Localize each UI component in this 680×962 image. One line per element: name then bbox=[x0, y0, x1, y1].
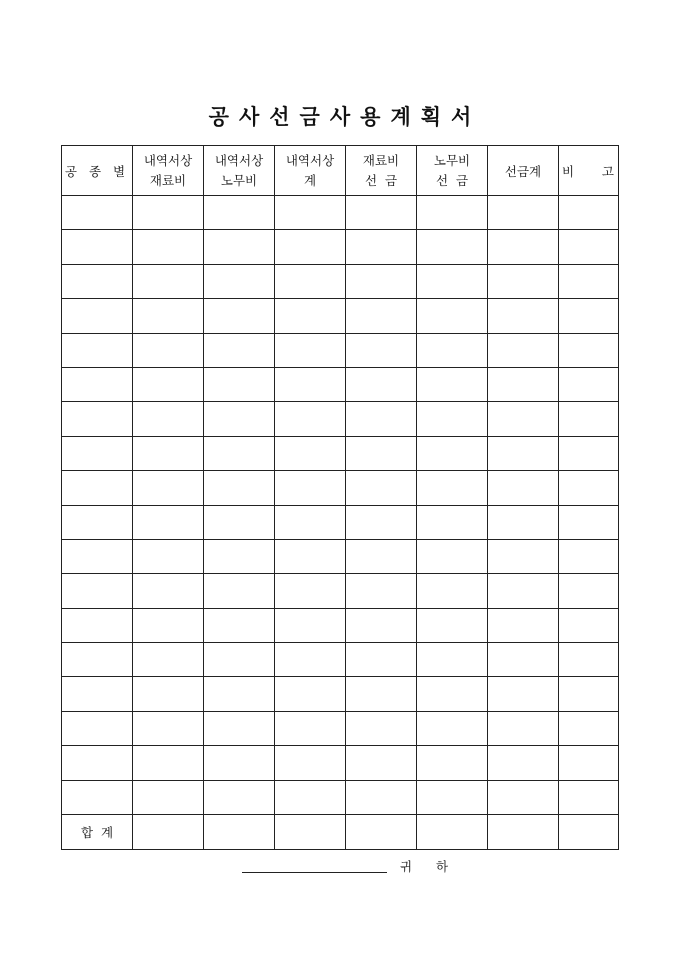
total-row bbox=[62, 815, 619, 850]
table-cell[interactable] bbox=[62, 643, 133, 677]
table-cell[interactable] bbox=[133, 196, 204, 230]
table-cell[interactable] bbox=[559, 333, 619, 367]
title-char: 금 bbox=[299, 104, 320, 129]
table-cell[interactable] bbox=[488, 471, 559, 505]
table-cell[interactable] bbox=[62, 608, 133, 642]
table-cell[interactable] bbox=[488, 367, 559, 401]
table-row bbox=[62, 746, 619, 780]
total-cell[interactable] bbox=[417, 815, 488, 850]
table-cell[interactable] bbox=[417, 436, 488, 470]
table-cell[interactable] bbox=[346, 780, 417, 814]
table-cell[interactable] bbox=[417, 402, 488, 436]
table-cell[interactable] bbox=[488, 299, 559, 333]
table-cell[interactable] bbox=[488, 643, 559, 677]
table-cell[interactable] bbox=[559, 264, 619, 298]
table-row bbox=[62, 367, 619, 401]
table-cell[interactable] bbox=[346, 608, 417, 642]
header-total-cost: 내역서상 계 bbox=[275, 146, 346, 196]
table-cell[interactable] bbox=[133, 780, 204, 814]
table-row bbox=[62, 505, 619, 539]
table-cell[interactable] bbox=[204, 264, 275, 298]
table-cell[interactable] bbox=[559, 643, 619, 677]
table-row bbox=[62, 402, 619, 436]
table-cell[interactable] bbox=[559, 608, 619, 642]
table-cell[interactable] bbox=[62, 780, 133, 814]
table-cell[interactable] bbox=[62, 574, 133, 608]
table-cell[interactable] bbox=[346, 539, 417, 573]
table-cell[interactable] bbox=[417, 608, 488, 642]
header-material-advance: 재료비 선 금 bbox=[346, 146, 417, 196]
document-title bbox=[0, 101, 680, 131]
table-cell[interactable] bbox=[346, 677, 417, 711]
table-cell[interactable] bbox=[204, 539, 275, 573]
table-cell[interactable] bbox=[346, 436, 417, 470]
table-cell[interactable] bbox=[559, 436, 619, 470]
table-cell[interactable] bbox=[275, 299, 346, 333]
table-row bbox=[62, 539, 619, 573]
total-cell[interactable] bbox=[559, 815, 619, 850]
table-cell[interactable] bbox=[559, 746, 619, 780]
table-cell[interactable] bbox=[133, 574, 204, 608]
table-cell[interactable] bbox=[417, 264, 488, 298]
addressee-blank[interactable] bbox=[242, 872, 387, 873]
table-cell[interactable] bbox=[488, 264, 559, 298]
table-cell[interactable] bbox=[417, 711, 488, 745]
table-cell[interactable] bbox=[204, 333, 275, 367]
table-row bbox=[62, 333, 619, 367]
table-cell[interactable] bbox=[417, 367, 488, 401]
table-cell[interactable] bbox=[275, 608, 346, 642]
table-cell[interactable] bbox=[275, 333, 346, 367]
header-material-cost: 내역서상 재료비 bbox=[133, 146, 204, 196]
table-cell[interactable] bbox=[204, 746, 275, 780]
table-row bbox=[62, 299, 619, 333]
table-cell[interactable] bbox=[62, 367, 133, 401]
table-cell[interactable] bbox=[62, 677, 133, 711]
table-cell[interactable] bbox=[204, 402, 275, 436]
table-cell[interactable] bbox=[204, 367, 275, 401]
table-cell[interactable] bbox=[133, 539, 204, 573]
table-header-row bbox=[62, 146, 619, 196]
table-cell[interactable] bbox=[62, 230, 133, 264]
table-cell[interactable] bbox=[417, 505, 488, 539]
table-cell[interactable] bbox=[417, 196, 488, 230]
table-cell[interactable] bbox=[275, 574, 346, 608]
table-cell[interactable] bbox=[275, 402, 346, 436]
table-cell[interactable] bbox=[62, 539, 133, 573]
header-remarks: 비 고 bbox=[559, 146, 619, 196]
total-cell[interactable] bbox=[204, 815, 275, 850]
table-cell[interactable] bbox=[559, 574, 619, 608]
total-label: 합 계 bbox=[62, 815, 133, 850]
table-cell[interactable] bbox=[346, 643, 417, 677]
table-cell[interactable] bbox=[204, 643, 275, 677]
table-cell[interactable] bbox=[417, 333, 488, 367]
table-cell[interactable] bbox=[346, 333, 417, 367]
table-cell[interactable] bbox=[133, 471, 204, 505]
table-cell[interactable] bbox=[204, 780, 275, 814]
table-cell[interactable] bbox=[204, 711, 275, 745]
table-cell[interactable] bbox=[559, 780, 619, 814]
table-cell[interactable] bbox=[488, 746, 559, 780]
table-cell[interactable] bbox=[346, 746, 417, 780]
table-cell[interactable] bbox=[346, 299, 417, 333]
table-cell[interactable] bbox=[133, 333, 204, 367]
table-cell[interactable] bbox=[275, 196, 346, 230]
table-cell[interactable] bbox=[275, 539, 346, 573]
table-cell[interactable] bbox=[417, 677, 488, 711]
table-row bbox=[62, 436, 619, 470]
table-cell[interactable] bbox=[488, 333, 559, 367]
table-cell[interactable] bbox=[559, 402, 619, 436]
table-cell[interactable] bbox=[62, 746, 133, 780]
table-row bbox=[62, 711, 619, 745]
table-cell[interactable] bbox=[346, 367, 417, 401]
table-cell[interactable] bbox=[346, 402, 417, 436]
table-cell[interactable] bbox=[62, 471, 133, 505]
table-cell[interactable] bbox=[559, 471, 619, 505]
header-advance-total: 선금계 bbox=[488, 146, 559, 196]
table-cell[interactable] bbox=[346, 196, 417, 230]
table-cell[interactable] bbox=[62, 711, 133, 745]
table-cell[interactable] bbox=[417, 643, 488, 677]
table-cell[interactable] bbox=[275, 230, 346, 264]
table-cell[interactable] bbox=[275, 505, 346, 539]
header-labor-cost: 내역서상 노무비 bbox=[204, 146, 275, 196]
table-cell[interactable] bbox=[62, 505, 133, 539]
table-cell[interactable] bbox=[559, 505, 619, 539]
title-char: 선 bbox=[269, 104, 290, 129]
table-cell[interactable] bbox=[488, 711, 559, 745]
table-cell[interactable] bbox=[62, 196, 133, 230]
table-cell[interactable] bbox=[62, 402, 133, 436]
header-work-type: 공 종 별 bbox=[62, 146, 133, 196]
table-cell[interactable] bbox=[346, 574, 417, 608]
table-cell[interactable] bbox=[275, 677, 346, 711]
title-char: 공 bbox=[208, 104, 229, 129]
table-row bbox=[62, 780, 619, 814]
table-cell[interactable] bbox=[204, 436, 275, 470]
title-char: 사 bbox=[238, 104, 260, 129]
table-cell[interactable] bbox=[62, 264, 133, 298]
table-cell[interactable] bbox=[559, 677, 619, 711]
table-cell[interactable] bbox=[346, 471, 417, 505]
table-cell[interactable] bbox=[346, 230, 417, 264]
table-cell[interactable] bbox=[559, 230, 619, 264]
table-cell[interactable] bbox=[133, 677, 204, 711]
table-cell[interactable] bbox=[488, 230, 559, 264]
table-cell[interactable] bbox=[559, 539, 619, 573]
table-cell[interactable] bbox=[204, 574, 275, 608]
table-cell[interactable] bbox=[346, 264, 417, 298]
table-cell[interactable] bbox=[133, 402, 204, 436]
table-cell[interactable] bbox=[417, 230, 488, 264]
table-row bbox=[62, 608, 619, 642]
table-cell[interactable] bbox=[346, 711, 417, 745]
table-cell[interactable] bbox=[133, 230, 204, 264]
table-cell[interactable] bbox=[559, 299, 619, 333]
title-char: 사 bbox=[329, 104, 351, 129]
total-cell[interactable] bbox=[488, 815, 559, 850]
table-cell[interactable] bbox=[275, 264, 346, 298]
plan-table bbox=[61, 145, 619, 850]
table-row bbox=[62, 196, 619, 230]
table-cell[interactable] bbox=[133, 436, 204, 470]
table-cell[interactable] bbox=[275, 643, 346, 677]
table-cell[interactable] bbox=[204, 608, 275, 642]
table-cell[interactable] bbox=[133, 299, 204, 333]
table-cell[interactable] bbox=[488, 402, 559, 436]
table-cell[interactable] bbox=[417, 780, 488, 814]
table-cell[interactable] bbox=[133, 711, 204, 745]
table-cell[interactable] bbox=[204, 505, 275, 539]
table-cell[interactable] bbox=[488, 196, 559, 230]
total-cell[interactable] bbox=[133, 815, 204, 850]
table-cell[interactable] bbox=[204, 677, 275, 711]
table-cell[interactable] bbox=[417, 539, 488, 573]
total-cell[interactable] bbox=[346, 815, 417, 850]
table-cell[interactable] bbox=[133, 643, 204, 677]
table-cell[interactable] bbox=[275, 780, 346, 814]
addressee-line: 귀 하 bbox=[242, 859, 458, 875]
table-cell[interactable] bbox=[488, 608, 559, 642]
table-cell[interactable] bbox=[204, 230, 275, 264]
table-cell[interactable] bbox=[488, 539, 559, 573]
total-cell[interactable] bbox=[275, 815, 346, 850]
table-row bbox=[62, 471, 619, 505]
table-cell[interactable] bbox=[417, 746, 488, 780]
table-cell[interactable] bbox=[133, 505, 204, 539]
table-cell[interactable] bbox=[417, 299, 488, 333]
table-cell[interactable] bbox=[488, 436, 559, 470]
table-cell[interactable] bbox=[204, 299, 275, 333]
table-cell[interactable] bbox=[133, 264, 204, 298]
table-cell[interactable] bbox=[488, 780, 559, 814]
title-char: 서 bbox=[451, 104, 472, 129]
table-cell[interactable] bbox=[559, 367, 619, 401]
table-cell[interactable] bbox=[488, 505, 559, 539]
table-cell[interactable] bbox=[275, 367, 346, 401]
title-char: 획 bbox=[420, 104, 442, 129]
header-labor-advance: 노무비 선 금 bbox=[417, 146, 488, 196]
table-cell[interactable] bbox=[133, 746, 204, 780]
table-cell[interactable] bbox=[488, 677, 559, 711]
table-cell[interactable] bbox=[275, 471, 346, 505]
table-row bbox=[62, 264, 619, 298]
table-cell[interactable] bbox=[559, 196, 619, 230]
table-row bbox=[62, 677, 619, 711]
table-cell[interactable] bbox=[133, 608, 204, 642]
table-cell[interactable] bbox=[204, 471, 275, 505]
table-cell[interactable] bbox=[204, 196, 275, 230]
table-cell[interactable] bbox=[488, 574, 559, 608]
title-char: 용 bbox=[360, 104, 381, 129]
table-cell[interactable] bbox=[62, 436, 133, 470]
title-char: 계 bbox=[390, 104, 411, 129]
table-cell[interactable] bbox=[417, 574, 488, 608]
table-cell[interactable] bbox=[275, 711, 346, 745]
table-cell[interactable] bbox=[417, 471, 488, 505]
table-cell[interactable] bbox=[62, 333, 133, 367]
table-cell[interactable] bbox=[559, 711, 619, 745]
table-cell[interactable] bbox=[275, 436, 346, 470]
table-cell[interactable] bbox=[62, 299, 133, 333]
table-row bbox=[62, 574, 619, 608]
table-row bbox=[62, 643, 619, 677]
table-cell[interactable] bbox=[346, 505, 417, 539]
table-cell[interactable] bbox=[133, 367, 204, 401]
table-row bbox=[62, 230, 619, 264]
table-cell[interactable] bbox=[275, 746, 346, 780]
